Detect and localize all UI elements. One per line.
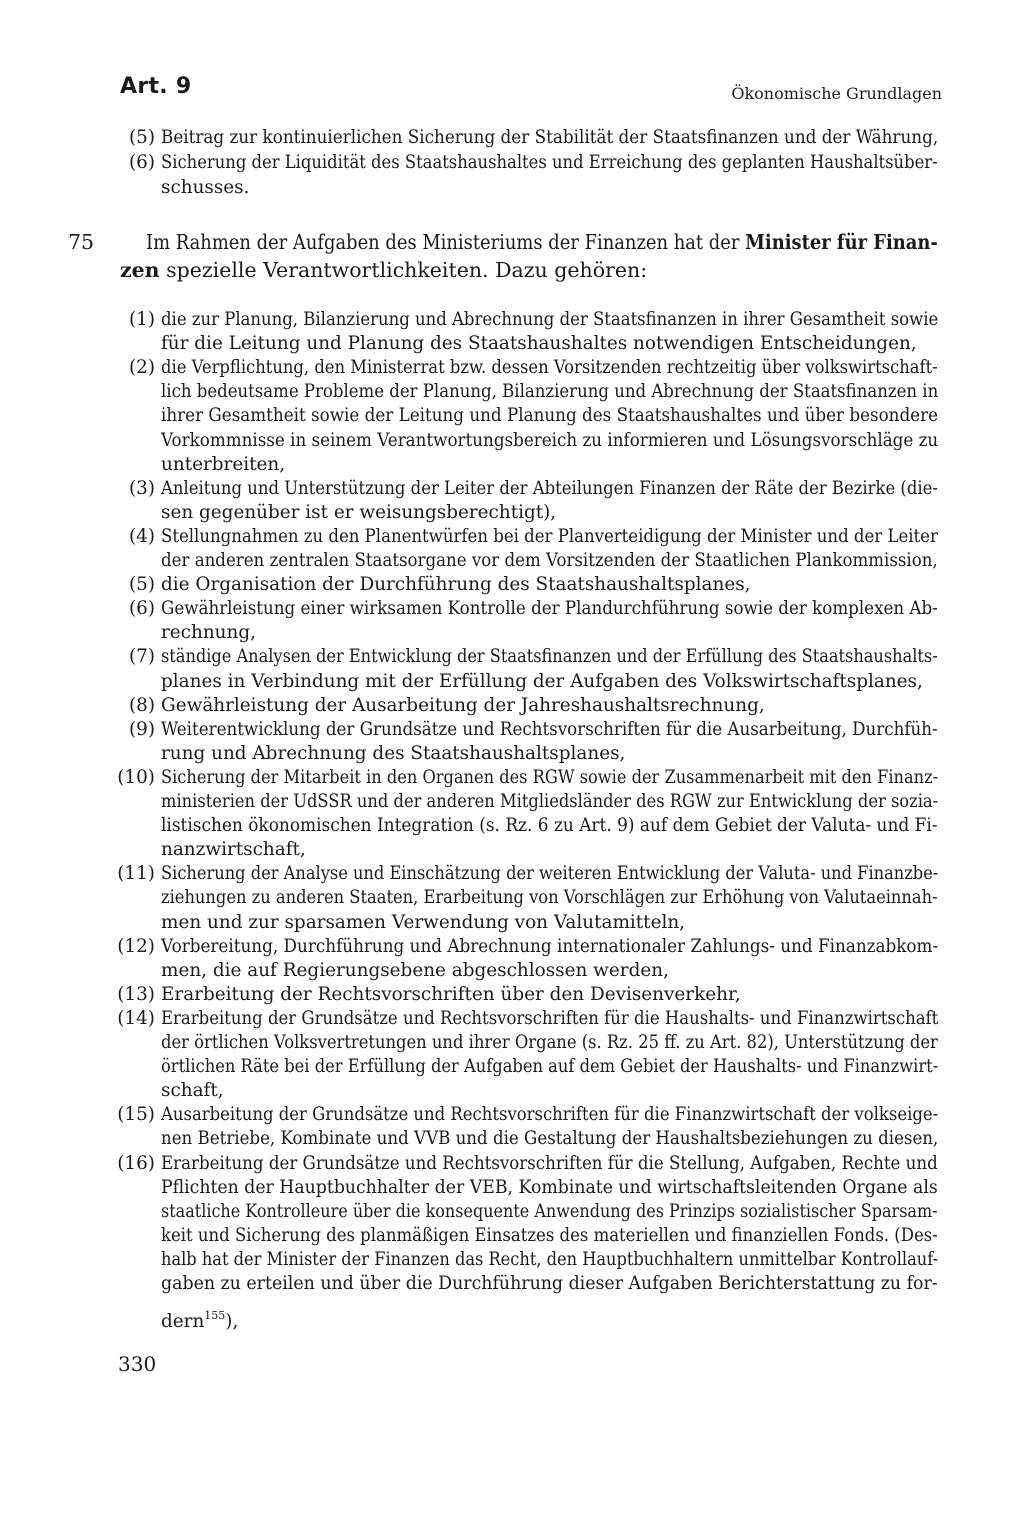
list-item-line: halb hat der Minister der Finanzen das Recht, den Hauptbuchhaltern unmittelbar Kontrollauf- bbox=[161, 1248, 939, 1270]
list-item-line: die Verpflichtung, den Ministerrat bzw. dessen Vorsitzenden rechtzeitig über volkswirtschaft- bbox=[161, 357, 938, 379]
list-item-line: listischen ökonomischen Integration (s. Rz. 6 zu Art. 9) auf dem Gebiet der Valuta- und Fi- bbox=[161, 815, 938, 837]
list-item-line: Vorkommnisse in seinem Verantwortungsbereich zu informieren und Lösungsvorschläge zu bbox=[161, 429, 939, 451]
list-item-line: rung und Abrechnung des Staatshaushaltsplanes, bbox=[161, 742, 626, 764]
list-item-number: (9) bbox=[128, 718, 155, 740]
list-item-line: lich bedeutsame Probleme der Planung, Bilanzierung und Abrechnung der Staatsfinanzen in bbox=[161, 381, 939, 403]
list-item-number: (4) bbox=[128, 525, 155, 547]
list-item-line: die zur Planung, Bilanzierung und Abrechnung der Staatsfinanzen in ihrer Gesamtheit sowie bbox=[161, 309, 939, 330]
list-item-line: planes in Verbindung mit der Erfüllung der Aufgaben des Volkswirtschaftsplanes, bbox=[161, 670, 923, 692]
page-number: 330 bbox=[118, 1352, 157, 1376]
last-line-tail: ), bbox=[225, 1311, 239, 1332]
list-item-line: für die Leitung und Planung des Staatshaushaltes notwendigen Entscheidungen, bbox=[161, 333, 917, 355]
list-item-line: men, die auf Regierungsebene abgeschlossen werden, bbox=[161, 959, 669, 981]
list-item-line: rechnung, bbox=[161, 622, 256, 644]
list-item-line: Pflichten der Hauptbuchhalter der VEB, Kombinate und wirtschaftsleitenden Organe als bbox=[161, 1176, 938, 1198]
list-item-line: nanzwirtschaft, bbox=[161, 839, 306, 861]
list-item-line: men und zur sparsamen Verwendung von Valutamitteln, bbox=[161, 911, 686, 933]
list-item-line: ziehungen zu anderen Staaten, Erarbeitung von Vorschlägen zur Erhöhung von Valutaeinnah- bbox=[161, 887, 938, 909]
list-item-line: unterbreiten, bbox=[161, 453, 286, 475]
list-item-number: (14) bbox=[117, 1007, 155, 1029]
intro-bold-1: Minister für Finan- bbox=[745, 230, 938, 254]
list-item-line: gaben zu erteilen und über die Durchführung dieser Aufgaben Berichterstattung zu for- bbox=[161, 1273, 938, 1294]
list-item-line: Sicherung der Mitarbeit in den Organen des RGW sowie der Zusammenarbeit mit den Finanz- bbox=[161, 766, 939, 788]
list-item-line: ministerien der UdSSR und der anderen Mitgliedsländer des RGW zur Entwicklung der sozia- bbox=[161, 791, 939, 812]
list-item-number: (1) bbox=[128, 309, 155, 330]
intro-text-1: Im Rahmen der Aufgaben des Ministeriums der Finanzen hat der bbox=[146, 230, 746, 254]
list-item-number: (6) bbox=[128, 598, 155, 620]
list-item-line: Gewährleistung der Ausarbeitung der Jahreshaushaltsrechnung, bbox=[161, 694, 765, 716]
list-item-line: Vorbereitung, Durchführung und Abrechnung internationaler Zahlungs- und Finanzabkom- bbox=[161, 935, 939, 957]
list-item-line: nen Betriebe, Kombinate und VVB und die Gestaltung der Haushaltsbeziehungen zu diesen, bbox=[161, 1128, 939, 1150]
list-item-line: Gewährleistung einer wirksamen Kontrolle der Plandurchführung sowie der komplexen Ab- bbox=[161, 598, 938, 620]
list-item-line: örtlichen Räte bei der Erfüllung der Aufgaben auf dem Gebiet der Haushalts- und Finanzwirt- bbox=[161, 1056, 939, 1078]
intro-text-2: spezielle Verantwortlichkeiten. Dazu gehören: bbox=[159, 258, 648, 282]
list-item-line: keit und Sicherung des planmäßigen Einsatzes des materiellen und finanziellen Fonds. (Des- bbox=[161, 1224, 938, 1246]
list-item-number: (12) bbox=[117, 935, 155, 957]
list-last-line bbox=[161, 1310, 238, 1334]
list-item-line: der anderen zentralen Staatsorgane vor dem Vorsitzenden der Staatlichen Plankommission, bbox=[161, 550, 938, 571]
list-item-line: Erarbeitung der Grundsätze und Rechtsvorschriften für die Stellung, Aufgaben, Rechte und bbox=[161, 1152, 938, 1174]
list-item-number: (5) bbox=[128, 574, 155, 596]
list-item-line: schusses. bbox=[161, 177, 250, 198]
footnote-ref: 155 bbox=[204, 1309, 226, 1322]
section-title: Ökonomische Grundlagen bbox=[731, 84, 942, 103]
list-item-line: die Organisation der Durchführung des Staatshaushaltsplanes, bbox=[161, 574, 751, 596]
list-item-line: Erarbeitung der Grundsätze und Rechtsvorschriften für die Haushalts- und Finanzwirtschaft bbox=[161, 1007, 939, 1029]
intro-line-2 bbox=[120, 256, 647, 284]
list-item-number: (8) bbox=[128, 694, 155, 716]
list-item-number: (13) bbox=[117, 983, 155, 1005]
list-item-line: Sicherung der Analyse und Einschätzung der weiteren Entwicklung der Valuta- und Finanzbe- bbox=[161, 863, 939, 885]
list-item-line: staatliche Kontrolleure über die konsequente Anwendung des Prinzips sozialistischer Sparsam- bbox=[161, 1200, 938, 1222]
list-item-number: (7) bbox=[128, 646, 155, 668]
last-line-text: dern bbox=[161, 1311, 205, 1332]
list-item-number: (11) bbox=[117, 863, 155, 885]
list-item-number: (10) bbox=[117, 766, 155, 788]
list-item-number: (6) bbox=[128, 152, 155, 173]
list-item-line: der örtlichen Volksvertretungen und ihrer Organe (s. Rz. 25 ff. zu Art. 82), Unterstützung der bbox=[161, 1032, 938, 1053]
list-item-line: Anleitung und Unterstützung der Leiter der Abteilungen Finanzen der Räte der Bezirke (die- bbox=[161, 477, 938, 499]
list-item-line: Beitrag zur kontinuierlichen Sicherung der Stabilität der Staatsfinanzen und der Währung, bbox=[161, 127, 939, 148]
list-item-line: Stellungnahmen zu den Planentwürfen bei der Planverteidigung der Minister und der Leiter bbox=[161, 525, 938, 547]
margin-number: 75 bbox=[68, 230, 95, 254]
list-item-line: Weiterentwicklung der Grundsätze und Rechtsvorschriften für die Ausarbeitung, Durchfüh- bbox=[161, 718, 938, 740]
list-item-line: Erarbeitung der Rechtsvorschriften über den Devisenverkehr, bbox=[161, 983, 741, 1005]
list-item-number: (15) bbox=[117, 1104, 155, 1126]
intro-bold-2: zen bbox=[120, 258, 160, 282]
list-item-number: (2) bbox=[128, 357, 155, 379]
article-heading: Art. 9 bbox=[120, 74, 192, 99]
list-item-line: ihrer Gesamtheit sowie der Leitung und Planung des Staatshaushaltes und über besondere bbox=[161, 405, 939, 427]
list-item-number: (5) bbox=[128, 127, 155, 148]
list-item-line: ständige Analysen der Entwicklung der Staatsfinanzen und der Erfüllung des Staatshaushalts- bbox=[161, 646, 938, 668]
list-item-line: sen gegenüber ist er weisungsberechtigt), bbox=[161, 501, 557, 523]
intro-line-1 bbox=[146, 228, 938, 256]
list-item-line: Sicherung der Liquidität des Staatshaushaltes und Erreichung des geplanten Haushaltsüber- bbox=[161, 152, 938, 173]
list-item-line: schaft, bbox=[161, 1080, 224, 1102]
list-item-number: (3) bbox=[128, 477, 155, 499]
list-item-line: Ausarbeitung der Grundsätze und Rechtsvorschriften für die Finanzwirtschaft der volkseige- bbox=[161, 1104, 939, 1126]
list-item-number: (16) bbox=[117, 1152, 155, 1174]
